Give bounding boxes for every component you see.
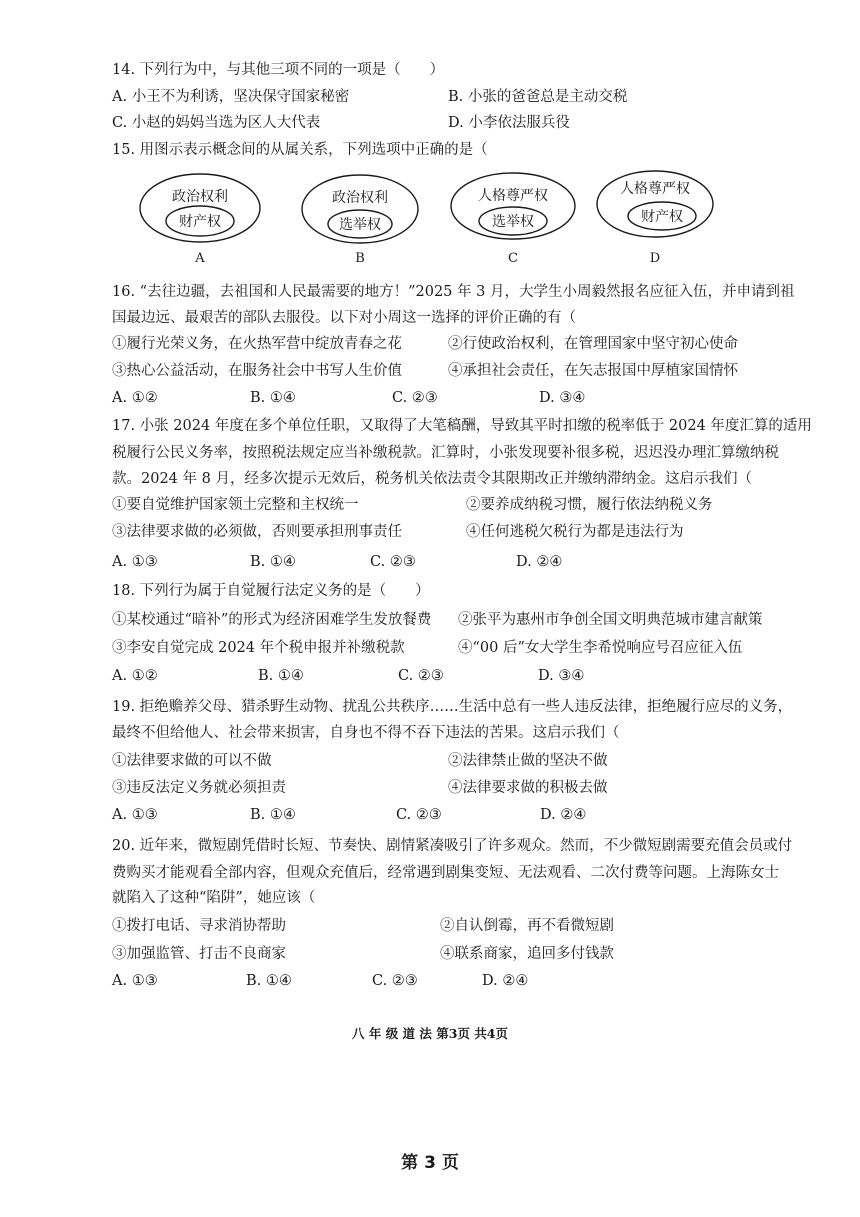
q15-b-inner: 选举权 — [339, 217, 381, 233]
q19-choice-c: C. ②③ — [396, 807, 442, 823]
q14-option-d: D. 小李依法服兵役 — [448, 115, 570, 131]
q20-choice-a: A. ①③ — [112, 973, 158, 989]
q16-choices — [112, 388, 585, 408]
q14-option-a: A. 小王不为利诱，坚决保守国家秘密 — [112, 89, 350, 105]
q18-choice-b: B. ①④ — [258, 668, 304, 684]
q19-choice-a: A. ①③ — [112, 807, 158, 823]
q19-stem-line1: 19. 拒绝赡养父母、猎杀野生动物、扰乱公共秩序……生活中总有一些人违反法律，拒绝履行应尽的义务， — [112, 699, 793, 715]
q16-choice-b: B. ①④ — [250, 390, 296, 406]
q15-d-label: D — [649, 251, 661, 266]
q18-item-3: ③李安自觉完成 2024 年个税申报并补缴税款 — [112, 640, 405, 656]
q20-choice-d: D. ②④ — [482, 973, 529, 989]
q17-choice-d: D. ②④ — [516, 554, 563, 570]
q15-b-outer: 政治权利 — [332, 190, 388, 206]
q16-item-2: ②行使政治权利，在管理国家中坚守初心使命 — [448, 336, 738, 352]
q16-item-1: ①履行光荣义务，在火热军营中绽放青春之花 — [112, 336, 402, 352]
q20-stem-line2: 费购买才能观看全部内容，但观众充值后，经常遇到剧集变短、无法观看、二次付费等问题。上海陈女士 — [112, 865, 779, 881]
q19-choice-b: B. ①④ — [250, 807, 296, 823]
q19-stem-line2: 最终不但给他人、社会带来损害，自身也不得不吞下违法的苦果。这启示我们（ — [112, 725, 620, 741]
q15-d-inner: 财产权 — [641, 209, 683, 225]
q17-choice-a: A. ①③ — [112, 554, 158, 570]
q20-choice-b: B. ①④ — [246, 973, 292, 989]
q20-item-4: ④联系商家，追回多付钱款 — [440, 946, 614, 962]
q18-choice-d: D. ③④ — [538, 668, 585, 684]
q17-item-1: ①要自觉维护国家领土完整和主权统一 — [112, 497, 359, 513]
q17-choices — [112, 552, 562, 572]
q15-d-outer: 人格尊严权 — [620, 181, 690, 197]
q17-stem-line3: 款。2024 年 8 月，经多次提示无效后，税务机关依法责令其限期改正并缴纳滞纳金。这启示我们（ — [112, 471, 752, 487]
q15-stem: 15. 用图示表示概念间的从属关系，下列选项中正确的是（ — [112, 142, 488, 158]
q20-item-1: ①拨打电话、寻求消协帮助 — [112, 918, 286, 934]
q15-a-outer: 政治权利 — [172, 189, 228, 205]
q19-item-4: ④法律要求做的积极去做 — [448, 780, 608, 796]
q20-item-3: ③加强监管、打击不良商家 — [112, 946, 286, 962]
q15-diagram-a — [140, 174, 260, 266]
q18-stem: 18. 下列行为属于自觉履行法定义务的是（ ） — [112, 583, 430, 599]
q16-item-4: ④承担社会责任，在矢志报国中厚植家国情怀 — [448, 363, 738, 379]
q18-item-2: ②张平为惠州市争创全国文明典范城市建言献策 — [458, 612, 763, 628]
q20-choice-c: C. ②③ — [372, 973, 418, 989]
q17-stem-line1: 17. 小张 2024 年度在多个单位任职，又取得了大笔稿酬，导致其平时扣缴的税率低于 2024 年度汇算的适用 — [112, 418, 812, 434]
q17-item-2: ②要养成纳税习惯，履行依法纳税义务 — [466, 497, 713, 513]
q20-stem-line3: 就陷入了这种“陷阱”，她应该（ — [112, 890, 316, 906]
q15-diagram-c — [451, 173, 575, 266]
q15-diagram-b — [302, 175, 418, 266]
q18-choice-a: A. ①② — [112, 668, 158, 684]
q17-item-4: ④任何逃税欠税行为都是违法行为 — [466, 524, 684, 540]
q19-item-3: ③违反法定义务就必须担责 — [112, 780, 286, 796]
q16-stem-line2: 国最边远、最艰苦的部队去服役。以下对小周这一选择的评价正确的有（ — [112, 310, 576, 326]
q15-b-label: B — [355, 251, 365, 266]
q15-a-inner: 财产权 — [179, 214, 221, 230]
q16-item-3: ③热心公益活动，在服务社会中书写人生价值 — [112, 363, 402, 379]
q15-c-inner: 选举权 — [492, 214, 534, 230]
q16-choice-c: C. ②③ — [392, 390, 438, 406]
q20-stem-line1: 20. 近年来，微短剧凭借时长短、节奏快、剧情紧凑吸引了许多观众。然而，不少微短剧需要充值会员或付 — [112, 838, 793, 854]
q18-item-1: ①某校通过“暗补”的形式为经济困难学生发放餐费 — [112, 612, 432, 628]
q17-stem-line2: 税履行公民义务率，按照税法规定应当补缴税款。汇算时，小张发现要补很多税，迟迟没办理汇算缴纳税 — [112, 445, 779, 461]
page-number-label: 第 3 页 — [401, 1153, 459, 1173]
q14-option-c: C. 小赵的妈妈当选为区人大代表 — [112, 115, 321, 131]
q16-choice-d: D. ③④ — [539, 390, 586, 406]
q15-c-outer: 人格尊严权 — [478, 188, 548, 204]
q20-item-2: ②自认倒霉，再不看微短剧 — [440, 918, 614, 934]
q15-diagrams — [0, 168, 860, 278]
q15-a-label: A — [195, 251, 205, 266]
q19-choice-d: D. ②④ — [540, 807, 587, 823]
q20-choices — [112, 971, 528, 991]
q19-choices — [112, 805, 586, 825]
q18-choice-c: C. ②③ — [398, 668, 444, 684]
q18-choices — [112, 666, 584, 686]
q14-stem: 14. 下列行为中，与其他三项不同的一项是（ ） — [112, 62, 445, 78]
page-footer: 八 年 级 道 法 第3页 共4页 — [351, 1026, 508, 1041]
q16-stem-line1: 16. “去往边疆，去祖国和人民最需要的地方！”2025 年 3 月，大学生小周毅然报名应征入伍，并申请到祖 — [112, 284, 795, 300]
q14-option-b: B. 小张的爸爸总是主动交税 — [448, 89, 628, 105]
q15-c-label: C — [508, 251, 518, 266]
q17-choice-b: B. ①④ — [250, 554, 296, 570]
q17-choice-c: C. ②③ — [370, 554, 416, 570]
q17-item-3: ③法律要求做的必须做，否则要承担刑事责任 — [112, 524, 402, 540]
q16-choice-a: A. ①② — [112, 390, 158, 406]
q19-item-1: ①法律要求做的可以不做 — [112, 753, 272, 769]
q18-item-4: ④“00 后”女大学生李希悦响应号召应征入伍 — [458, 640, 743, 656]
q15-diagram-d — [597, 171, 713, 266]
q19-item-2: ②法律禁止做的坚决不做 — [448, 753, 608, 769]
